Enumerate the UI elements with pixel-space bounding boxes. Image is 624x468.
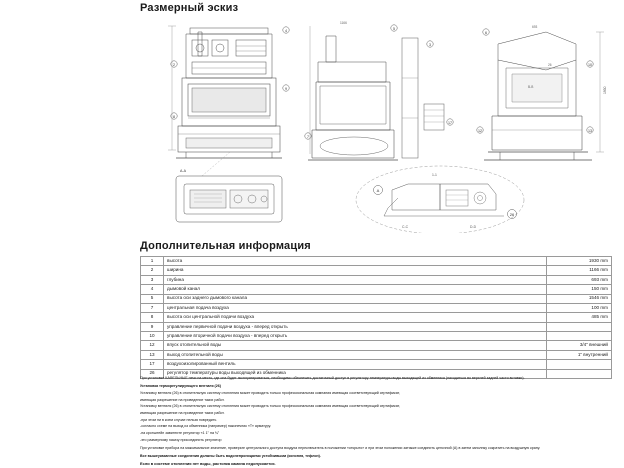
svg-text:A: A	[376, 188, 380, 193]
svg-text:1930: 1930	[603, 86, 607, 94]
row-number: 2	[141, 266, 164, 275]
svg-text:D-D: D-D	[470, 225, 477, 229]
row-value: 100 mm	[547, 303, 612, 312]
row-description: высота	[164, 257, 547, 266]
row-number: 9	[141, 322, 164, 331]
note-line: -на кронштейн завинтите регулятор «1 1" на ¾"	[140, 431, 220, 436]
row-description: дымовой канал	[164, 285, 547, 294]
note-line: -согласно схеме на выход из обменника (например) наконечник «Т» арматуру.	[140, 424, 272, 429]
row-number: 26	[141, 369, 164, 378]
svg-text:10: 10	[588, 62, 592, 67]
row-description: выход отопительной воды	[164, 350, 547, 359]
table-row	[141, 294, 612, 303]
svg-text:693: 693	[532, 25, 538, 29]
row-description: высота оси заднего дымового канала	[164, 294, 547, 303]
note-warning-water: Если в системе отопления нет воды, растопка камина недопускается.	[140, 460, 276, 466]
technical-drawing	[140, 18, 612, 233]
row-description: впуск отопительной воды	[164, 341, 547, 350]
page-title-info: Дополнительная информация	[140, 240, 311, 252]
row-number: 7	[141, 303, 164, 312]
row-value	[547, 332, 612, 341]
row-number: 4	[141, 285, 164, 294]
note-line: При установке прибора на максимальное значение, проверьте центрального доступа воздуха переключатель в положении «открыто» и при этом положении затяжке соединить цепочной (А) в затем заполнку сократить на воздушную крану.	[140, 446, 541, 451]
row-number: 12	[141, 341, 164, 350]
svg-text:1166: 1166	[340, 21, 347, 25]
svg-text:8: 8	[173, 114, 175, 119]
note-line: -это размерному эскизу присоединить регулятор	[140, 437, 222, 442]
row-value	[547, 322, 612, 331]
specification-table	[140, 256, 612, 379]
svg-text:3: 3	[429, 42, 431, 47]
note-line: имеющая разрешение на проведение таких работ.	[140, 411, 225, 416]
table-row	[141, 350, 612, 359]
row-value: 3/4" внешний	[547, 341, 612, 350]
row-description: воздухоизолированный вентиль	[164, 360, 547, 369]
table-row	[141, 303, 612, 312]
table-row	[141, 285, 612, 294]
note-heading-valve: Установка терморегулирующего вентиля (26)	[140, 384, 221, 389]
note-line: Установку вентиля (26) в отопительную систему отопления может проводить только профессиональная компания имеющая соответствующий сертификат,	[140, 404, 400, 409]
svg-text:4: 4	[285, 28, 287, 33]
table-row	[141, 322, 612, 331]
svg-text:17: 17	[448, 120, 452, 125]
svg-text:A-A: A-A	[180, 169, 186, 173]
note-line: При установке КАФЕЛЬНЫЕ печи на место, где она будет эксплуатироваться, необходимо обеспечить достаточный доступ в регулятору температуры воды выходящей из обменника (находиться во верхней задней части вставки).	[140, 376, 525, 380]
svg-text:B-B: B-B	[528, 85, 534, 89]
note-line: -при этом ни в коем случае нельзя повредить	[140, 417, 217, 422]
table-row	[141, 266, 612, 275]
row-value: 485 mm	[547, 313, 612, 322]
svg-text:12: 12	[478, 128, 482, 133]
note-line: Установку вентиля (26) в отопительную систему отопления может проводить только профессиональная компания имеющая соответствующий сертификат,	[140, 390, 400, 395]
row-value: 693 mm	[547, 275, 612, 284]
row-number: 3	[141, 275, 164, 284]
row-number: 5	[141, 294, 164, 303]
row-description: центральная подача воздуха	[164, 303, 547, 312]
row-number: 10	[141, 332, 164, 341]
table-row	[141, 360, 612, 369]
row-description: глубина	[164, 275, 547, 284]
table-row	[141, 313, 612, 322]
table-row	[141, 332, 612, 341]
row-description: высота оси центральной подачи воздуха	[164, 313, 547, 322]
row-description: управление вторичной подачи воздуха - вперед открыть	[164, 332, 547, 341]
row-description: управление первичной подачи воздуха - вперед открыть	[164, 322, 547, 331]
svg-text:13: 13	[588, 128, 592, 133]
row-number: 1	[141, 257, 164, 266]
svg-text:1-1: 1-1	[432, 173, 437, 177]
svg-text:9: 9	[285, 86, 287, 91]
svg-text:6: 6	[485, 30, 487, 35]
row-value: 1546 mm	[547, 294, 612, 303]
row-value: 1" внутренний	[547, 350, 612, 359]
row-number: 8	[141, 313, 164, 322]
table-row	[141, 341, 612, 350]
note-line: имеющая разрешение на проведение таких работ.	[140, 397, 225, 402]
row-value	[547, 360, 612, 369]
svg-text:2: 2	[173, 62, 175, 67]
svg-text:26: 26	[509, 212, 515, 217]
table-body	[141, 257, 612, 379]
row-value: 1930 mm	[547, 257, 612, 266]
svg-text:7: 7	[307, 134, 309, 139]
row-value: 150 mm	[547, 285, 612, 294]
row-description: ширина	[164, 266, 547, 275]
svg-text:26: 26	[548, 63, 552, 67]
table-row	[141, 275, 612, 284]
installation-notes	[140, 376, 618, 468]
row-value: 1166 mm	[547, 266, 612, 275]
table-row	[141, 257, 612, 266]
row-number: 17	[141, 360, 164, 369]
row-number: 13	[141, 350, 164, 359]
page-title-sketch: Размерный эскиз	[140, 2, 239, 14]
svg-text:C-C: C-C	[402, 225, 409, 229]
svg-text:5: 5	[393, 26, 395, 31]
note-warning-seals: Все вышеуказанные соединения должны быть водонепроницаемо устойчивыми (конопля, тефлон).	[140, 454, 321, 459]
row-description: регулятор температуры воды выходящей из обменника	[164, 369, 547, 378]
